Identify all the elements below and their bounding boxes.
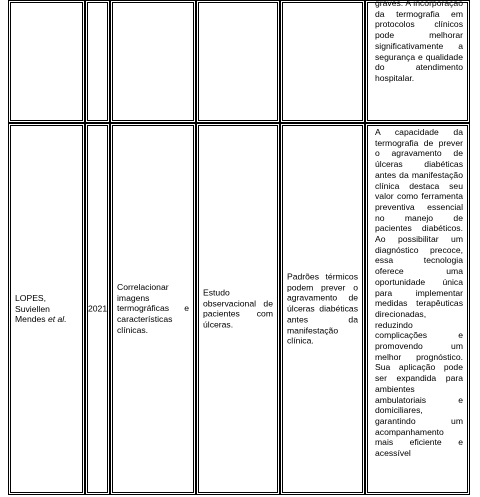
conclusion-text: graves. A incorporação da termografia em protocolos clínicos pode melhorar significativamente a segurança e qualidade do atendimento hospitalar. [375, 0, 463, 83]
objective-cell [110, 123, 196, 495]
conclusion-cell [365, 0, 470, 123]
literature-table [8, 0, 470, 495]
author-name: LOPES, Suviellen Mendes [15, 292, 50, 325]
main-findings-cell [280, 0, 365, 123]
year-cell [85, 123, 110, 495]
year-cell [85, 0, 110, 123]
study-type-cell [196, 123, 280, 495]
objective-cell [110, 0, 196, 123]
main-findings-text: Padrões térmicos podem prever o agravamento de úlceras diabéticas antes da manifestação clínica. [287, 271, 358, 346]
author-cell [8, 0, 85, 123]
year-text: 2021 [88, 303, 108, 314]
table-row [8, 123, 470, 495]
study-type-text: Estudo observacional de pacientes com úlceras. [203, 287, 273, 330]
author-text [15, 293, 78, 325]
table-row [8, 0, 470, 123]
conclusion-text: A capacidade da termografia de prever o agravamento de úlceras diabéticas antes da manifestação clínica destaca seu valor como ferramenta preventiva essencial no manejo de pacientes diabéticos. Ao possibilitar um diagnóstico precoce, essa tecnologia oferece uma oportunidade única para implementar medidas terapêuticas direcionadas, reduzindo complicações e promovendo um melhor prognóstico. Sua aplicação pode ser expandida para ambientes ambulatoriais e domiciliares, garantindo um acompanhamento mais eficiente e acessível [375, 127, 463, 459]
study-type-cell [196, 0, 280, 123]
author-cell [8, 123, 85, 495]
author-suffix: et al. [47, 314, 67, 325]
conclusion-cell [365, 123, 470, 495]
main-findings-cell [280, 123, 365, 495]
objective-text: Correlacionar imagens termográficas e características clínicas. [117, 282, 189, 336]
